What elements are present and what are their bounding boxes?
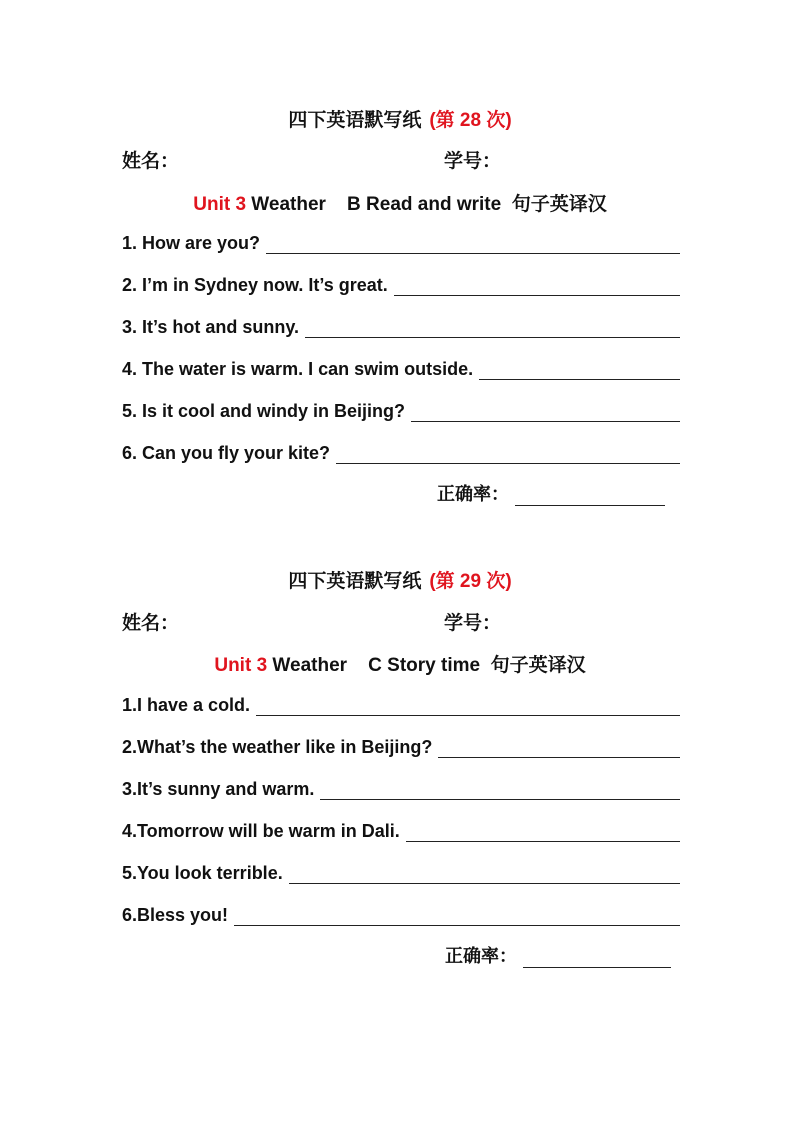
- name-label: 姓名：: [122, 151, 180, 172]
- dictation-item: [122, 396, 680, 422]
- answer-line[interactable]: [479, 359, 680, 380]
- item-sentence: 5.You look terrible.: [122, 863, 283, 883]
- dictation-item: [122, 900, 680, 926]
- title-number: (第 29 次): [429, 571, 512, 592]
- dictation-item: [122, 690, 680, 716]
- answer-line[interactable]: [320, 779, 680, 800]
- unit-heading: [0, 189, 800, 216]
- item-sentence: 3. It’s hot and sunny.: [122, 317, 300, 337]
- student-fields: [122, 146, 682, 172]
- dictation-item: [122, 312, 680, 338]
- student-number-label: 学号：: [444, 151, 502, 172]
- accuracy-line[interactable]: [523, 947, 671, 968]
- answer-line[interactable]: [234, 905, 680, 926]
- item-sentence: 6. Can you fly your kite?: [122, 443, 331, 463]
- answer-line[interactable]: [266, 233, 680, 254]
- answer-line[interactable]: [305, 317, 680, 338]
- answer-line[interactable]: [336, 443, 680, 464]
- dictation-item: [122, 228, 680, 254]
- answer-line[interactable]: [411, 401, 680, 422]
- accuracy-field: [445, 942, 671, 968]
- student-number-label: 学号：: [444, 613, 502, 634]
- dictation-item: [122, 774, 680, 800]
- answer-line[interactable]: [438, 737, 680, 758]
- item-sentence: 3.It’s sunny and warm.: [122, 779, 315, 799]
- unit-description: Weather C Story time 句子英译汉: [267, 655, 586, 676]
- answer-line[interactable]: [256, 695, 680, 716]
- dictation-item: [122, 354, 680, 380]
- dictation-item: [122, 816, 680, 842]
- dictation-item: [122, 270, 680, 296]
- dictation-item: [122, 438, 680, 464]
- accuracy-label: 正确率：: [437, 484, 509, 504]
- item-sentence: 4.Tomorrow will be warm in Dali.: [122, 821, 400, 841]
- title-number: (第 28 次): [429, 110, 512, 131]
- sheet-title-29: [0, 566, 800, 593]
- item-sentence: 1.I have a cold.: [122, 695, 251, 715]
- answer-line[interactable]: [394, 275, 680, 296]
- dictation-item: [122, 732, 680, 758]
- accuracy-field: [437, 480, 665, 506]
- title-text: 四下英语默写纸: [288, 571, 422, 592]
- answer-line[interactable]: [289, 863, 680, 884]
- item-sentence: 2. I’m in Sydney now. It’s great.: [122, 275, 388, 295]
- dictation-item: [122, 858, 680, 884]
- accuracy-label: 正确率：: [445, 946, 517, 966]
- unit-label: Unit 3: [214, 655, 268, 676]
- unit-description: Weather B Read and write 句子英译汉: [246, 194, 607, 215]
- unit-label: Unit 3: [193, 194, 247, 215]
- title-text: 四下英语默写纸: [288, 110, 422, 131]
- student-fields: [122, 608, 682, 634]
- item-sentence: 6.Bless you!: [122, 905, 229, 925]
- accuracy-line[interactable]: [515, 485, 665, 506]
- unit-heading: [0, 650, 800, 677]
- item-sentence: 1. How are you?: [122, 233, 261, 253]
- answer-line[interactable]: [406, 821, 680, 842]
- name-label: 姓名：: [122, 613, 180, 634]
- item-sentence: 5. Is it cool and windy in Beijing?: [122, 401, 406, 421]
- item-sentence: 4. The water is warm. I can swim outside.: [122, 359, 474, 379]
- sheet-title-28: [0, 105, 800, 132]
- item-sentence: 2.What’s the weather like in Beijing?: [122, 737, 433, 757]
